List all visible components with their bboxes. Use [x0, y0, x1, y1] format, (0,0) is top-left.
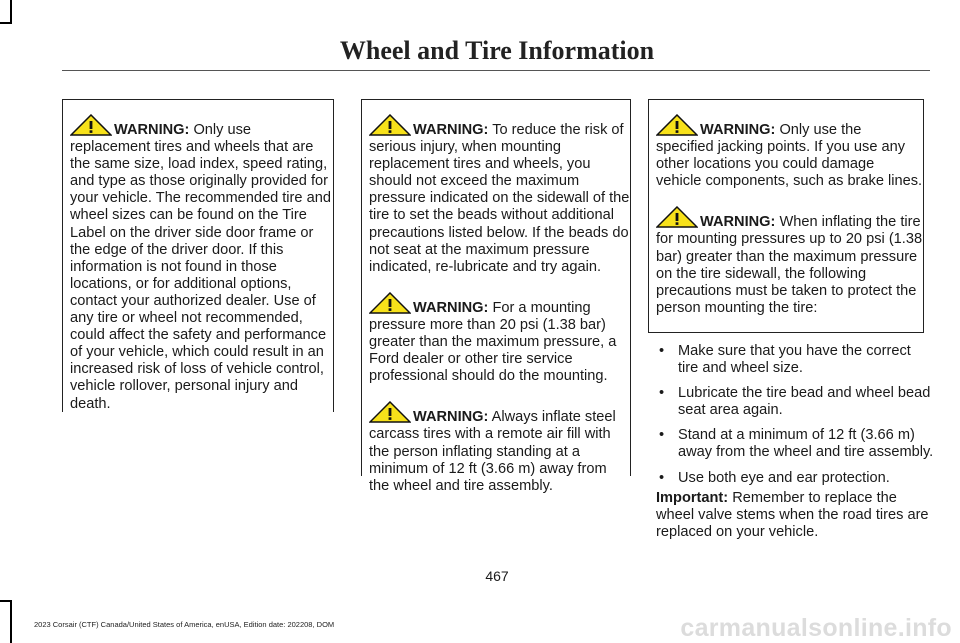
- warning-paragraph: WARNING: Always inflate steel carcass tires with a remote air fill with the person inflating standing at a minimum of 12 ft (3.66 m) away from the wheel and tire assembly.: [369, 401, 630, 494]
- watermark: carmanualsonline.info: [680, 614, 952, 642]
- warning-icon: [369, 401, 411, 423]
- list-item: • Use both eye and ear protection.: [659, 469, 890, 486]
- crop-mark: [10, 600, 12, 643]
- footer-edition-info: 2023 Corsair (CTF) Canada/United States of America, enUSA, Edition date: 202208, DOM: [34, 620, 335, 629]
- warning-icon: [369, 292, 411, 314]
- bullet-icon: •: [659, 343, 665, 359]
- header-divider: [62, 70, 930, 71]
- warning-paragraph: WARNING: Only use the specified jacking points. If you use any other locations you could damage vehicle components, such as brake lines.: [656, 114, 923, 190]
- warning-box-middle: [361, 99, 631, 494]
- list-item: • Stand at a minimum of 12 ft (3.66 m) away from the wheel and tire assembly.: [659, 427, 934, 461]
- crop-mark: [0, 600, 12, 602]
- warning-paragraph: WARNING: To reduce the risk of serious injury, when mounting replacement tires and wheels, you should not exceed the maximum pressure indicated on the sidewall of the tire to set the beads without additional precautions listed below. If the beads do not seat at the maximum pressure indicated, re-lubricate and try again.: [369, 114, 630, 276]
- warning-paragraph: WARNING: Only use replacement tires and wheels that are the same size, load index, speed rating, and type as those originally provided for your vehicle. The recommended tire and wheel sizes can be found on the Tire Label on the driver side door frame or the edge of the driver door. If this information is not found in those locations, or for additional options, contact your authorized dealer. Use of any tire or wheel not recommended, could affect the safety and performance of your vehicle, which could result in an increased risk of loss of vehicle control, vehicle rollover, personal injury and death.: [70, 114, 333, 413]
- important-note: Important: Remember to replace the wheel valve stems when the road tires are replaced on your vehicle.: [656, 490, 929, 541]
- page-number: 467: [485, 568, 509, 584]
- crop-mark: [10, 0, 12, 22]
- warning-box-left: [62, 99, 334, 412]
- warning-icon: [656, 114, 698, 136]
- list-item: • Lubricate the tire bead and wheel bead seat area again.: [659, 385, 931, 419]
- bullet-icon: •: [659, 469, 665, 486]
- precautions-list: [656, 343, 934, 495]
- page-title: Wheel and Tire Information: [339, 36, 655, 65]
- warning-icon: [70, 114, 112, 136]
- warning-box-right: [648, 99, 924, 333]
- warning-icon: [656, 206, 698, 228]
- warning-icon: [369, 114, 411, 136]
- warning-paragraph: WARNING: When inflating the tire for mounting pressures up to 20 psi (1.38 bar) greater than the maximum pressure on the tire sidewall, the following precautions must be taken to protect the person mounting the tire:: [656, 206, 923, 317]
- warning-paragraph: WARNING: For a mounting pressure more than 20 psi (1.38 bar) greater than the maximum pressure, a Ford dealer or other tire service professional should do the mounting.: [369, 292, 630, 385]
- bullet-icon: •: [659, 427, 665, 444]
- crop-mark: [0, 22, 12, 24]
- list-item: • Make sure that you have the correct tire and wheel size.: [659, 343, 911, 377]
- bullet-icon: •: [659, 385, 665, 402]
